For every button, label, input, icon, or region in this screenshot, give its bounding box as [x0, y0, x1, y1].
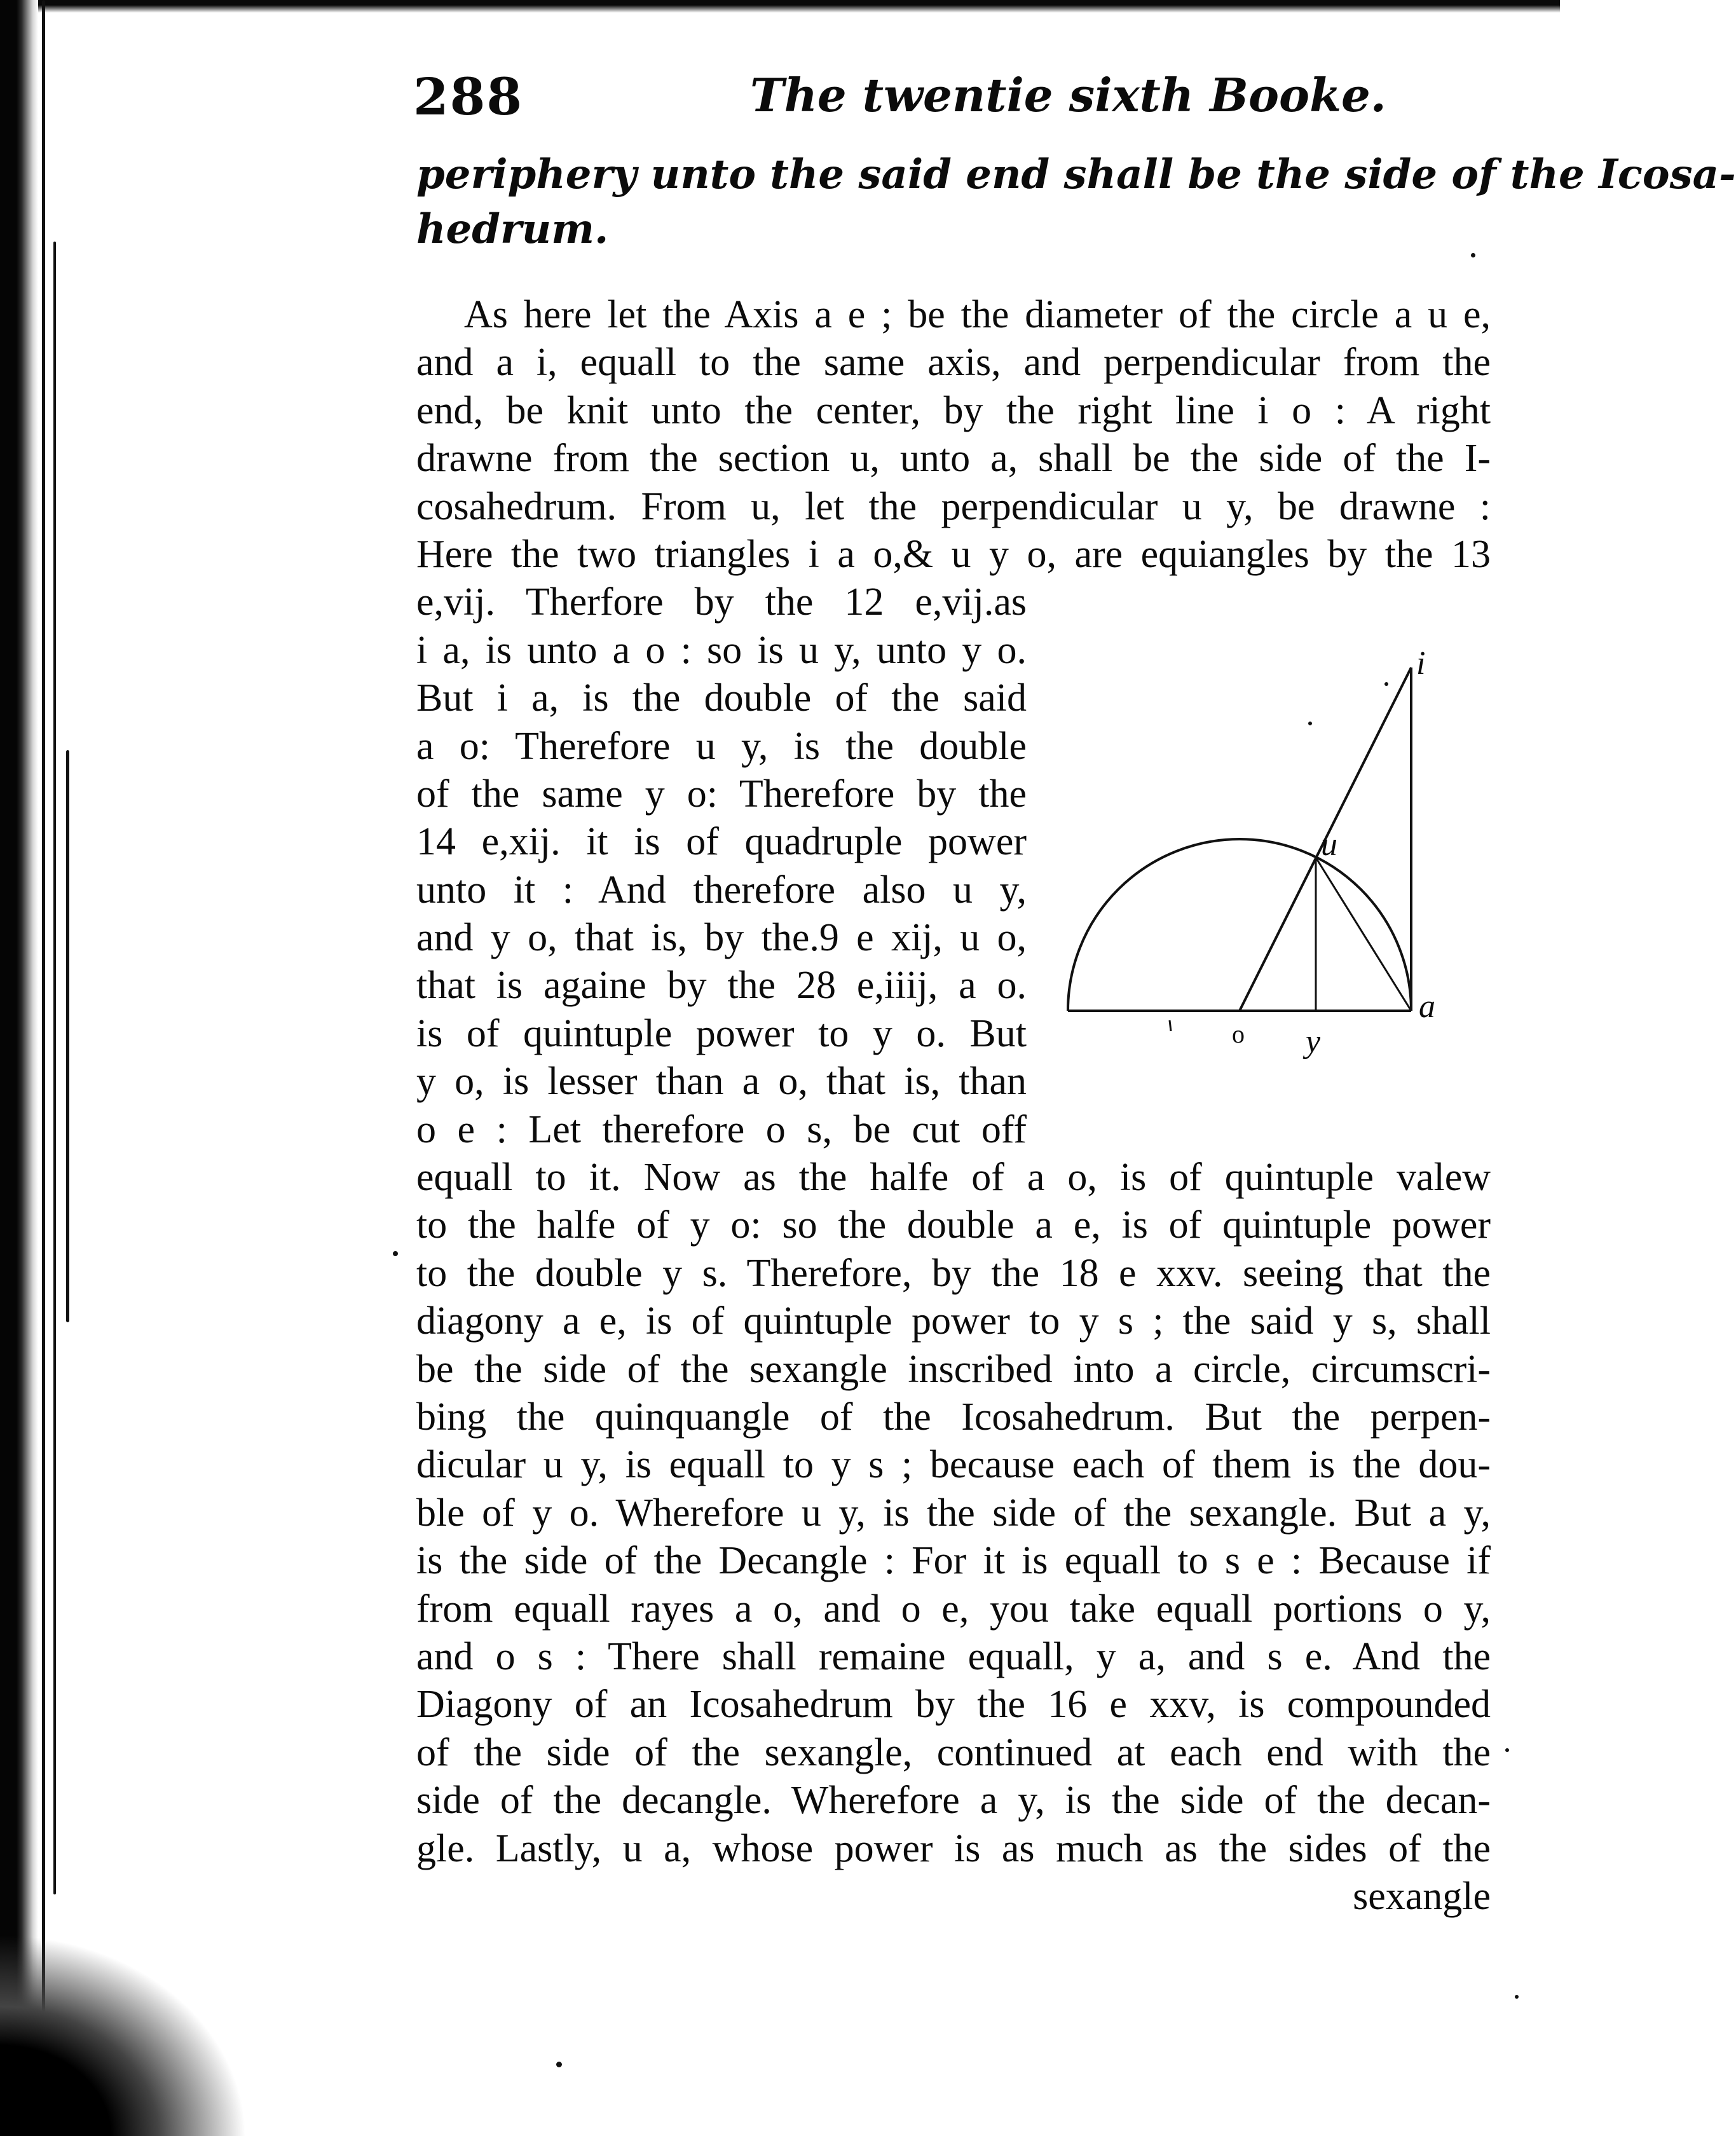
- body-line: drawne from the section u, unto a, shall be the side of the I-: [416, 437, 1491, 481]
- gutter-line: [42, 0, 45, 2136]
- body-line: Diagony of an Icosahedrum by the 16 e xxv, is compounded: [416, 1683, 1491, 1727]
- proposition-text: [416, 147, 1736, 257]
- body-line-beside-figure: y o, is lesser than a o, that is, than: [416, 1060, 1027, 1104]
- body-line: diagony a e, is of quintuple power to y s ; the said y s, shall: [416, 1299, 1491, 1343]
- label-a: a: [1419, 989, 1435, 1025]
- body-line: and o s : There shall remaine equall, y a, and s e. And the: [416, 1634, 1491, 1678]
- figure-svg: [1055, 636, 1494, 1106]
- ink-speck: [1471, 253, 1475, 257]
- semicircle-arc: [1068, 839, 1411, 1011]
- scan-left-edge: [0, 0, 38, 2136]
- running-title: The twentie sixth Booke.: [750, 68, 1386, 122]
- body-line: Here the two triangles i a o,& u y o, are equiangles by the 13: [416, 532, 1491, 576]
- body-line: end, be knit unto the center, by the right line i o : A right: [416, 388, 1491, 432]
- ink-speck: [556, 2062, 562, 2067]
- gutter-line: [66, 750, 69, 1322]
- proposition-line: hedrum.: [416, 205, 609, 253]
- catchword: sexangle: [1353, 1874, 1491, 1918]
- body-line-beside-figure: unto it : And therefore also u y,: [416, 868, 1027, 912]
- body-line: is the side of the Decangle : For it is equall to s e : Because if: [416, 1539, 1491, 1583]
- body-line: side of the decangle. Wherefore a y, is the side of the decan-: [416, 1779, 1491, 1823]
- body-line-beside-figure: 14 e,xij. it is of quadruple power: [416, 820, 1027, 864]
- body-line-beside-figure: i a, is unto a o : so is u y, unto y o.: [416, 628, 1027, 672]
- proposition-line: periphery unto the said end shall be the side of the Icosa-: [416, 151, 1736, 198]
- body-line: and a i, equall to the same axis, and perpendicular from the: [416, 341, 1491, 385]
- body-line-beside-figure: But i a, is the double of the said: [416, 676, 1027, 720]
- page-number: 288: [413, 67, 523, 127]
- body-line-beside-figure: a o: Therefore u y, is the double: [416, 724, 1027, 768]
- body-line: be the side of the sexangle inscribed into a circle, circumscri-: [416, 1347, 1491, 1391]
- body-line: cosahedrum. From u, let the perpendicular u y, be drawne :: [416, 484, 1491, 528]
- ink-speck: [1308, 722, 1312, 725]
- gutter-line: [53, 242, 56, 1894]
- label-y: y: [1306, 1023, 1321, 1060]
- body-line: ble of y o. Wherefore u y, is the side of the sexangle. But a y,: [416, 1491, 1491, 1535]
- body-line-beside-figure: of the same y o: Therefore by the: [416, 772, 1027, 816]
- body-line-beside-figure: e,vij. Therfore by the 12 e,vij.as: [416, 580, 1027, 624]
- ink-speck: [1505, 1748, 1509, 1752]
- body-line-beside-figure: and y o, that is, by the.9 e xij, u o,: [416, 916, 1027, 960]
- body-line: equall to it. Now as the halfe of a o, is of quintuple valew: [416, 1156, 1491, 1200]
- body-line: bing the quinquangle of the Icosahedrum. But the perpen-: [416, 1395, 1491, 1439]
- geometric-figure: [1055, 636, 1494, 1106]
- body-line: gle. Lastly, u a, whose power is as much as the sides of the: [416, 1826, 1491, 1870]
- diameter-tick: [1170, 1020, 1171, 1031]
- scan-top-edge: [0, 0, 1560, 13]
- label-u: u: [1321, 826, 1337, 863]
- label-i: i: [1416, 645, 1426, 681]
- body-line: to the halfe of y o: so the double a e, is of quintuple power: [416, 1203, 1491, 1247]
- page-corner-shadow: [0, 1907, 280, 2136]
- chord-ua: [1316, 858, 1411, 1011]
- body-line: of the side of the sexangle, continued at each end with the: [416, 1730, 1491, 1774]
- ink-speck: [393, 1251, 398, 1256]
- body-line: to the double y s. Therefore, by the 18 e xxv. seeing that the: [416, 1251, 1491, 1295]
- body-line-beside-figure: o e : Let therefore o s, be cut off: [416, 1107, 1027, 1151]
- ink-speck: [1384, 682, 1388, 686]
- body-line: dicular u y, is equall to y s ; because each of them is the dou-: [416, 1443, 1491, 1487]
- page-header: [413, 60, 1494, 137]
- body-line: As here let the Axis a e ; be the diameter of the circle a u e,: [464, 293, 1491, 336]
- ink-speck: [1515, 1995, 1519, 1999]
- body-line-beside-figure: is of quintuple power to y o. But: [416, 1011, 1027, 1055]
- label-o: o: [1232, 1020, 1245, 1048]
- body-line-beside-figure: that is againe by the 28 e,iiij, a o.: [416, 964, 1027, 1008]
- body-line: from equall rayes a o, and o e, you take equall portions o y,: [416, 1587, 1491, 1631]
